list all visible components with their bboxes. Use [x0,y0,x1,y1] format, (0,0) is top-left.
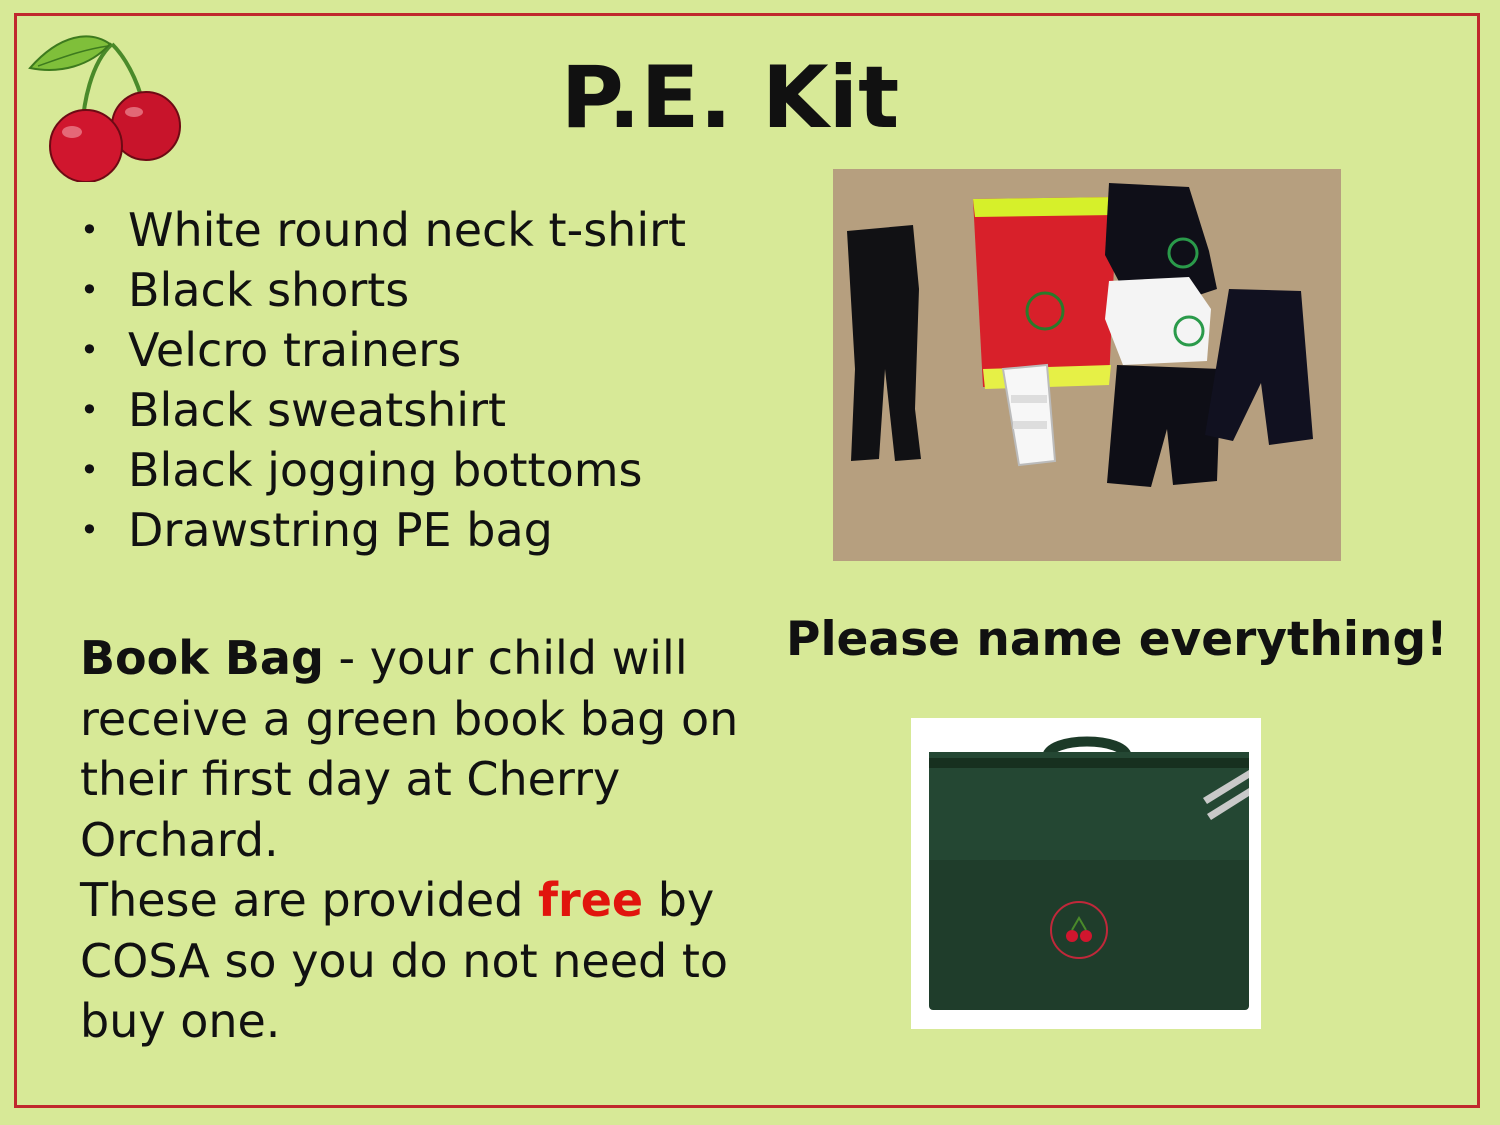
list-item: • White round neck t-shirt [80,203,687,257]
kit-list [78,200,686,560]
book-bag-paragraph: Book Bag - your child will receive a green book bag on their first day at Cherry Orchard. These are provided free by COSA so you do not need to buy one. [80,631,739,1048]
book-bag-photo [911,718,1261,1029]
list-item: • Black shorts [80,263,410,317]
pe-kit-photo [833,169,1341,561]
name-everything-notice: Please name everything! [786,612,1448,667]
list-item: • Drawstring PE bag [80,503,553,557]
list-item: • Black jogging bottoms [80,443,643,497]
book-bag-heading: Book Bag [80,631,324,685]
page-title: P.E. Kit [560,48,900,148]
list-item: • Black sweatshirt [80,383,507,437]
cherry-logo-icon [20,22,190,182]
list-item: • Velcro trainers [80,323,462,377]
free-highlight: free [538,873,644,927]
